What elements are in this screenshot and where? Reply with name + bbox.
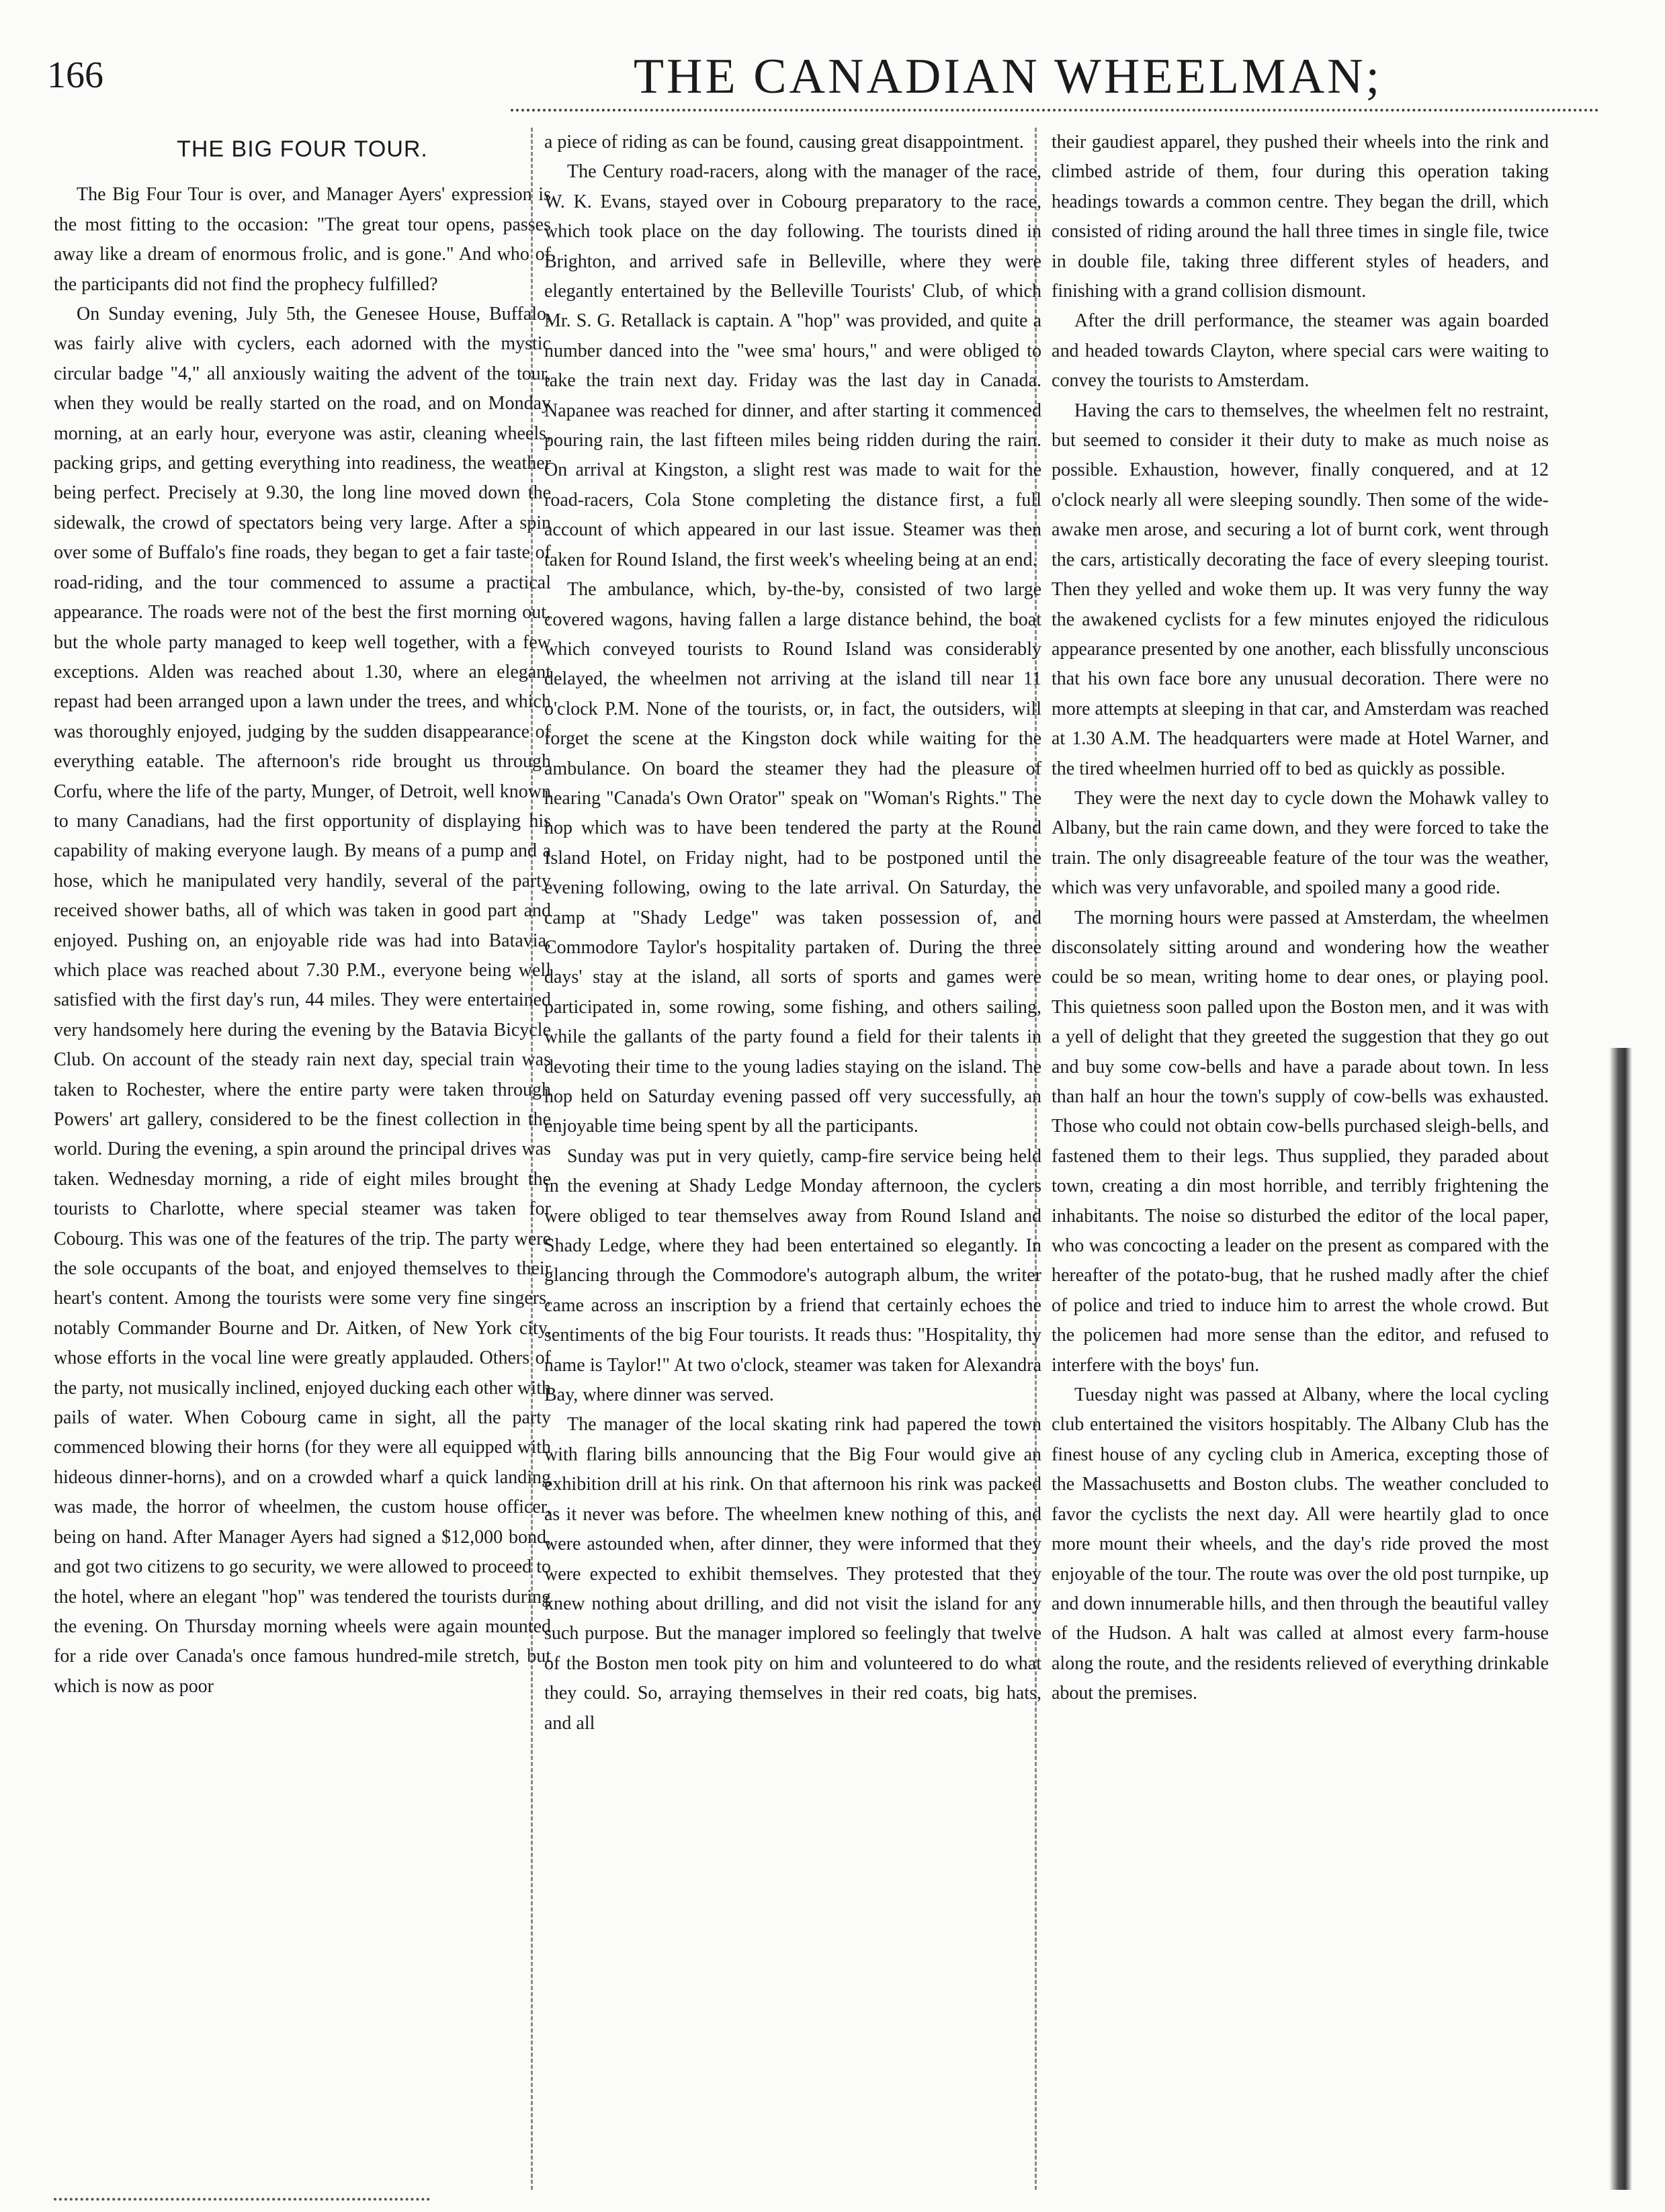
scan-edge-smudge: [1609, 1048, 1632, 2190]
article-title: THE BIG FOUR TOUR.: [177, 136, 428, 162]
column-1: [54, 128, 551, 1701]
paragraph: a piece of riding as can be found, causing great disappointment.: [544, 132, 1024, 152]
paragraph: The Big Four Tour is over, and Manager Ayers' expression is the most fitting to the occasion: "The great tour opens, passes away like a dream of enormous frolic, and is gone." And who of the participants did not find the prophecy fulfilled?: [54, 184, 551, 295]
paragraph: Tuesday night was passed at Albany, where the local cycling club entertained the visitors hospitably. The Albany Club has the finest house of any cycling club in America, excepting those of the Massachusetts and Boston clubs. The weather concluded to favor the cyclists the next day. All were heartily glad to once more mount their wheels, and the day's ride proved the most enjoyable of the tour. The route was over the old post turnpike, up and down innumerable hills, and then through the beautiful valley of the Hudson. A halt was called at almost every farm-house along the route, and the residents relieved of everything drinkable about the premises.: [1052, 1384, 1549, 1704]
paragraph: The Century road-racers, along with the manager of the race, W. K. Evans, stayed over in Cobourg preparatory to the race, which took place on the day following. The tourists dined in Brighton, and arrived safe in Belleville, where they were elegantly entertained by the Belleville Tourists' Club, of which Mr. S. G. Retallack is captain. A "hop" was provided, and quite a number danced into the "wee sma' hours," and were obliged to take the train next day. Friday was the last day in Canada. Napanee was reached for dinner, and after starting it commenced pouring rain, the last fifteen miles being ridden during the rain. On arrival at Kingston, a slight rest was made to wait for the road-racers, Cola Stone completing the distance first, a full account of which appeared in our last issue. Steamer was then taken for Round Island, the first week's wheeling being at an end.: [544, 161, 1041, 570]
page-number: 166: [47, 54, 103, 96]
paragraph: The morning hours were passed at Amsterdam, the wheelmen disconsolately sitting around and wondering how the weather could be so mean, writing home to dear ones, or playing pool. This quietness soon palled upon the Boston men, and it was with a yell of delight that they greeted the suggestion that they go out and buy some cow-bells and have a parade about town. In less than half an hour the town's supply of cow-bells was exhausted. Those who could not obtain cow-bells purchased sleigh-bells, and fastened them to their legs. Thus supplied, they paraded about town, creating a din most horrible, and terribly frightening the inhabitants. The noise so disturbed the editor of the local paper, who was concocting a leader on the present as compared with the hereafter of the potato-bug, that he rushed madly after the chief of police and tried to induce him to arrest the whole crowd. But the policemen had more sense than the editor, and refused to interfere with the boys' fun.: [1052, 907, 1549, 1376]
paragraph: After the drill performance, the steamer was again boarded and headed towards Clayton, where special cars were waiting to convey the tourists to Amsterdam.: [1052, 310, 1549, 392]
paragraph: their gaudiest apparel, they pushed their wheels into the rink and climbed astride of them, four during this operation taking headings towards a common centre. They began the drill, which consisted of riding around the hall three times in single file, twice in double file, taking three different styles of headers, and finishing with a grand collision dismount.: [1052, 132, 1549, 302]
column-3: [1052, 128, 1549, 1709]
paragraph: Having the cars to themselves, the wheelmen felt no restraint, but seemed to consider it their duty to make as much noise as possible. Exhaustion, however, finally conquered, and at 12 o'clock nearly all were sleeping soundly. Then some of the wide-awake men arose, and securing a lot of burnt cork, went through the cars, artistically decorating the face of every sleeping tourist. Then they yelled and woke them up. It was very funny the way the awakened cyclists for a few minutes enjoyed the ridiculous appearance presented by one another, each blissfully unconscious that his own face bore any unusual decoration. There were no more attempts at sleeping in that car, and Amsterdam was reached at 1.30 A.M. The headquarters were made at Hotel Warner, and the tired wheelmen hurried off to bed as quickly as possible.: [1052, 400, 1549, 779]
masthead-rule: [511, 109, 1599, 112]
paragraph: The manager of the local skating rink had papered the town with flaring bills announcing that the Big Four would give an exhibition drill at his rink. On that afternoon his rink was packed as it never was before. The wheelmen knew nothing of this, and were astounded when, after dinner, they were informed that they were expected to exhibit themselves. They protested that they knew nothing about drilling, and did not visit the island for any such purpose. But the manager implored so feelingly that twelve of the Boston men took pity on him and volunteered to do what they could. So, arraying themselves in their red coats, big hats, and all: [544, 1414, 1041, 1734]
footer-rule: [54, 2198, 430, 2201]
masthead-title: THE CANADIAN WHEELMAN;: [633, 49, 1383, 104]
paragraph: Sunday was put in very quietly, camp-fire service being held in the evening at Shady Ledge Monday afternoon, the cyclers were obliged to tear themselves away from Round Island and Shady Ledge, where they had been entertained so elegantly. In glancing through the Commodore's autograph album, the writer came across an inscription by a friend that certainly echoes the sentiments of the big Four tourists. It reads thus: "Hospitality, thy name is Taylor!" At two o'clock, steamer was taken for Alexandra Bay, where dinner was served.: [544, 1145, 1041, 1406]
paragraph: They were the next day to cycle down the Mohawk valley to Albany, but the rain came down, and they were forced to take the train. The only disagreeable feature of the tour was the weather, which was very unfavorable, and spoiled many a good ride.: [1052, 787, 1549, 899]
paragraph: The ambulance, which, by-the-by, consisted of two large covered wagons, having fallen a large distance behind, the boat which conveyed tourists to Round Island was considerably delayed, the wheelmen not arriving at the island till near 11 o'clock P.M. None of the tourists, or, in fact, the outsiders, will forget the scene at the Kingston dock while waiting for the ambulance. On board the steamer they had the pleasure of hearing "Canada's Own Orator" speak on "Woman's Rights." The hop which was to have been tendered the party at the Round Island Hotel, on Friday night, had to be postponed until the evening following, owing to the late arrival. On Saturday, the camp at "Shady Ledge" was taken possession of, and Commodore Taylor's hospitality partaken of. During the three days' stay at the island, all sorts of sports and games were participated in, some rowing, some fishing, and others sailing, while the gallants of the party found a field for their talents in devoting their time to the young ladies staying on the island. The hop held on Saturday evening passed off very successfully, an enjoyable time being spent by all the participants.: [544, 579, 1041, 1137]
column-2: [544, 128, 1041, 1738]
paragraph: On Sunday evening, July 5th, the Genesee House, Buffalo, was fairly alive with cyclers, each adorned with the mystic circular badge "4," all anxiously waiting the advent of the tour, when they would be really started on the road, and on Monday morning, at an early hour, everyone was astir, cleaning wheels, packing grips, and getting everything into readiness, the weather being perfect. Precisely at 9.30, the long line moved down the sidewalk, the crowd of spectators being very large. After a spin over some of Buffalo's fine roads, they began to get a fair taste of road-riding, and the tour commenced to assume a practical appearance. The roads were not of the best the first morning out, but the whole party managed to keep well together, with a few exceptions. Alden was reached about 1.30, where an elegant repast had been arranged upon a lawn under the trees, and which was thoroughly enjoyed, judging by the sudden disappearance of everything eatable. The afternoon's ride brought us through Corfu, where the life of the party, Munger, of Detroit, well known to many Canadians, had the first opportunity of displaying his capability of making everyone laugh. By means of a pump and a hose, which he manipulated very handily, several of the party received shower baths, all of which was taken in good part and enjoyed. Pushing on, an enjoyable ride was had into Batavia, which place was reached about 7.30 P.M., everyone being well satisfied with the first day's run, 44 miles. They were entertained very handsomely here during the evening by the Batavia Bicycle Club. On account of the steady rain next day, special train was taken to Rochester, where the entire party were taken through Powers' art gallery, considered to be the finest collection in the world. During the evening, a spin around the principal drives was taken. Wednesday morning, a ride of eight miles brought the tourists to Charlotte, where special steamer was taken for Cobourg. This was one of the features of the trip. The party were the sole occupants of the boat, and enjoyed themselves to their heart's content. Among the tourists were some very fine singers, notably Commander Bourne and Dr. Aitken, of New York city, whose efforts in the vocal line were greatly applauded. Others of the party, not musically inclined, enjoyed ducking each other with pails of water. When Cobourg came in sight, all the party commenced blowing their horns (for they were all equipped with hideous dinner-horns), and on a crowded wharf a quick landing was made, the horror of wheelmen, the custom house officer, being on hand. After Manager Ayers had signed a $12,000 bond, and got two citizens to go security, we were allowed to proceed to the hotel, where an elegant "hop" was tendered the tourists during the evening. On Thursday morning wheels were again mounted for a ride over Canada's once famous hundred-mile stretch, but which is now as poor: [54, 304, 551, 1697]
